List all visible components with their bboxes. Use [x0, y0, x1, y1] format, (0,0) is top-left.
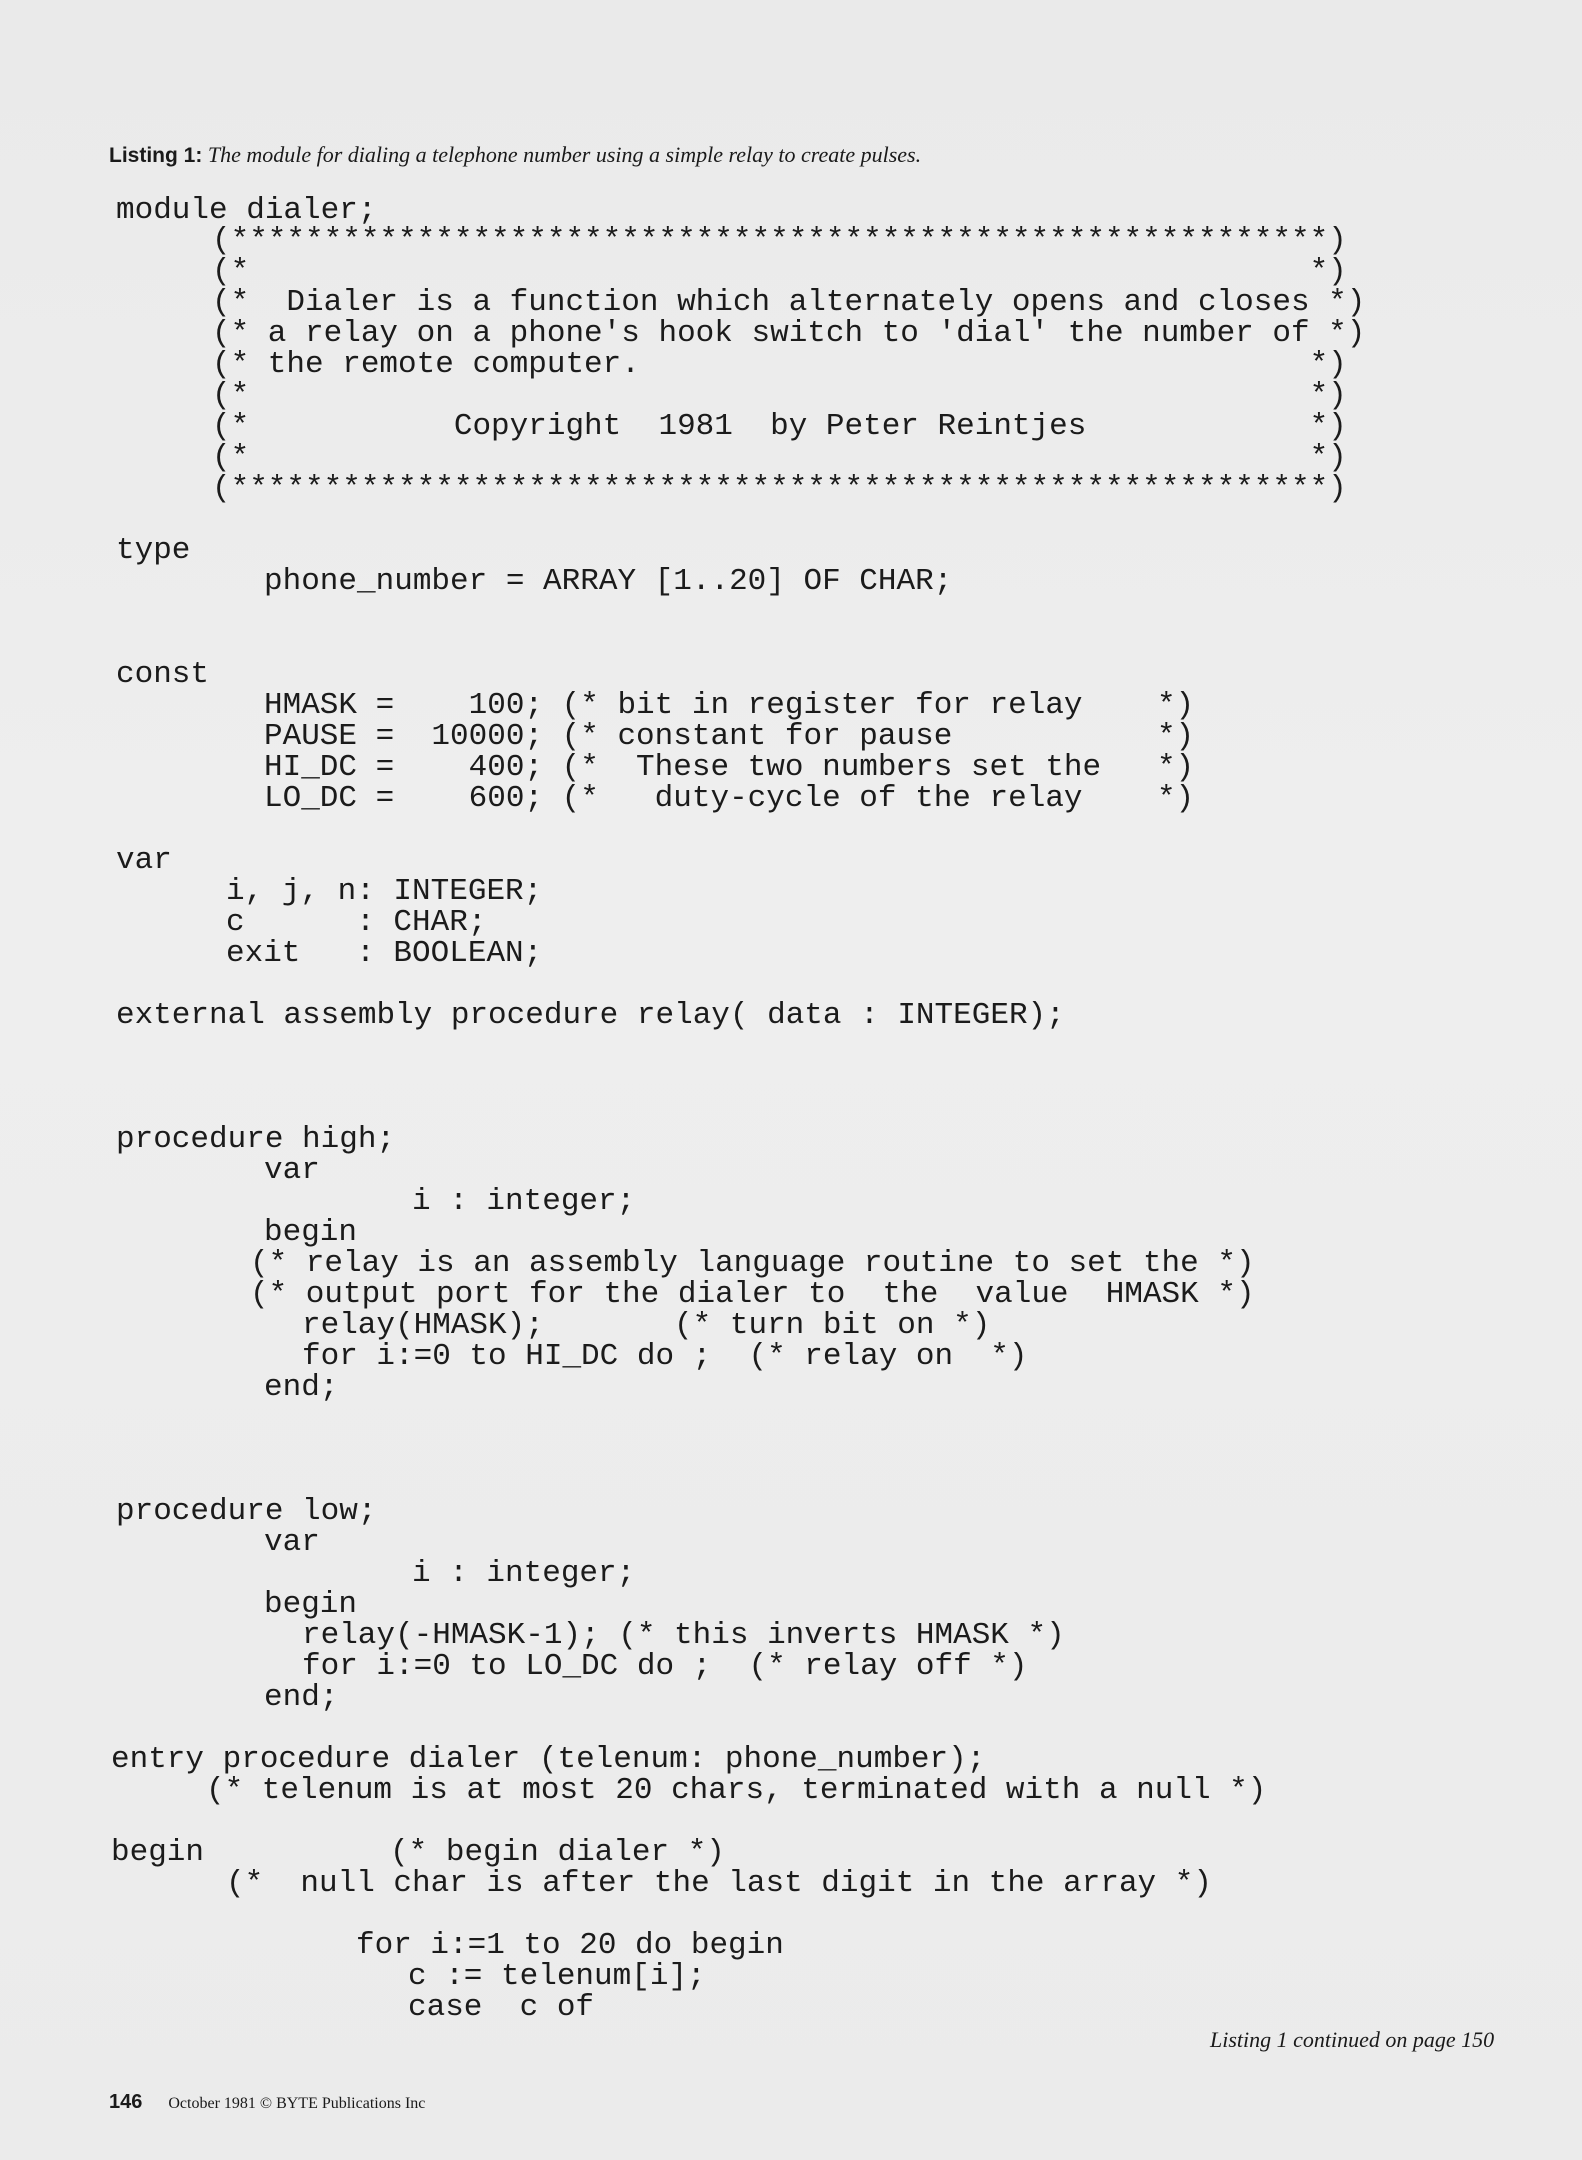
publication-credit: October 1981 © BYTE Publications Inc	[168, 2095, 426, 2112]
listing-description: The module for dialing a telephone number using a simple relay to create pulses.	[207, 142, 922, 167]
code-line: begin (* begin dialer *)	[111, 1835, 725, 1870]
listing-label: Listing 1:	[109, 144, 203, 167]
code-line: procedure high;	[116, 1122, 396, 1157]
code-line: external assembly procedure relay( data : INTEGER);	[116, 998, 1065, 1033]
code-line: (***********************************************************)	[212, 471, 1347, 506]
page-number: 146	[109, 2091, 143, 2113]
code-line: i : integer;	[412, 1184, 636, 1219]
code-line: (* *)	[212, 378, 1347, 413]
code-line: type	[116, 533, 191, 568]
code-line: i, j, n: INTEGER;	[226, 874, 543, 909]
code-line: end;	[264, 1680, 339, 1715]
code-line: PAUSE = 10000; (* constant for pause *)	[264, 719, 1195, 754]
code-line: phone_number = ARRAY [1..20] OF CHAR;	[264, 564, 953, 599]
code-line: relay(HMASK); (* turn bit on *)	[302, 1308, 991, 1343]
code-line: procedure low;	[116, 1494, 377, 1529]
code-line: (* null char is after the last digit in the array *)	[226, 1866, 1212, 1901]
code-line: c := telenum[i];	[408, 1959, 706, 1994]
code-line: HMASK = 100; (* bit in register for relay *)	[264, 688, 1195, 723]
code-line: for i:=1 to 20 do begin	[356, 1928, 784, 1963]
code-line: var	[264, 1153, 320, 1188]
code-line: (* the remote computer. *)	[212, 347, 1347, 382]
code-line: LO_DC = 600; (* duty-cycle of the relay *)	[264, 781, 1195, 816]
code-line: (* Copyright 1981 by Peter Reintjes *)	[212, 409, 1347, 444]
code-line: (* output port for the dialer to the value HMASK *)	[250, 1277, 1255, 1312]
code-line: for i:=0 to HI_DC do ; (* relay on *)	[302, 1339, 1028, 1374]
code-line: entry procedure dialer (telenum: phone_number);	[111, 1742, 986, 1777]
code-line: (* Dialer is a function which alternately opens and closes *)	[212, 285, 1366, 320]
code-line: relay(-HMASK-1); (* this inverts HMASK *)	[302, 1618, 1065, 1653]
code-line: end;	[264, 1370, 339, 1405]
code-line: HI_DC = 400; (* These two numbers set the *)	[264, 750, 1195, 785]
continued-note: Listing 1 continued on page 150	[1210, 2027, 1495, 2052]
code-line: var	[116, 843, 172, 878]
code-line: exit : BOOLEAN;	[226, 936, 543, 971]
code-line: i : integer;	[412, 1556, 636, 1591]
page-footer	[109, 2091, 425, 2114]
code-line: for i:=0 to LO_DC do ; (* relay off *)	[302, 1649, 1028, 1684]
code-line: (* *)	[212, 440, 1347, 475]
code-line: case c of	[408, 1990, 595, 2025]
code-line: (* telenum is at most 20 chars, terminated with a null *)	[206, 1773, 1267, 1808]
code-line: module dialer;	[116, 193, 377, 228]
code-line: begin	[264, 1215, 358, 1250]
code-line: (* relay is an assembly language routine to set the *)	[250, 1246, 1255, 1281]
code-line: c : CHAR;	[226, 905, 487, 940]
code-line: const	[116, 657, 210, 692]
code-line: begin	[264, 1587, 358, 1622]
code-line: (* *)	[212, 254, 1347, 289]
code-line: (* a relay on a phone's hook switch to 'dial' the number of *)	[212, 316, 1366, 351]
code-line: (***********************************************************)	[212, 223, 1347, 258]
code-line: var	[264, 1525, 320, 1560]
listing-caption	[109, 142, 921, 168]
